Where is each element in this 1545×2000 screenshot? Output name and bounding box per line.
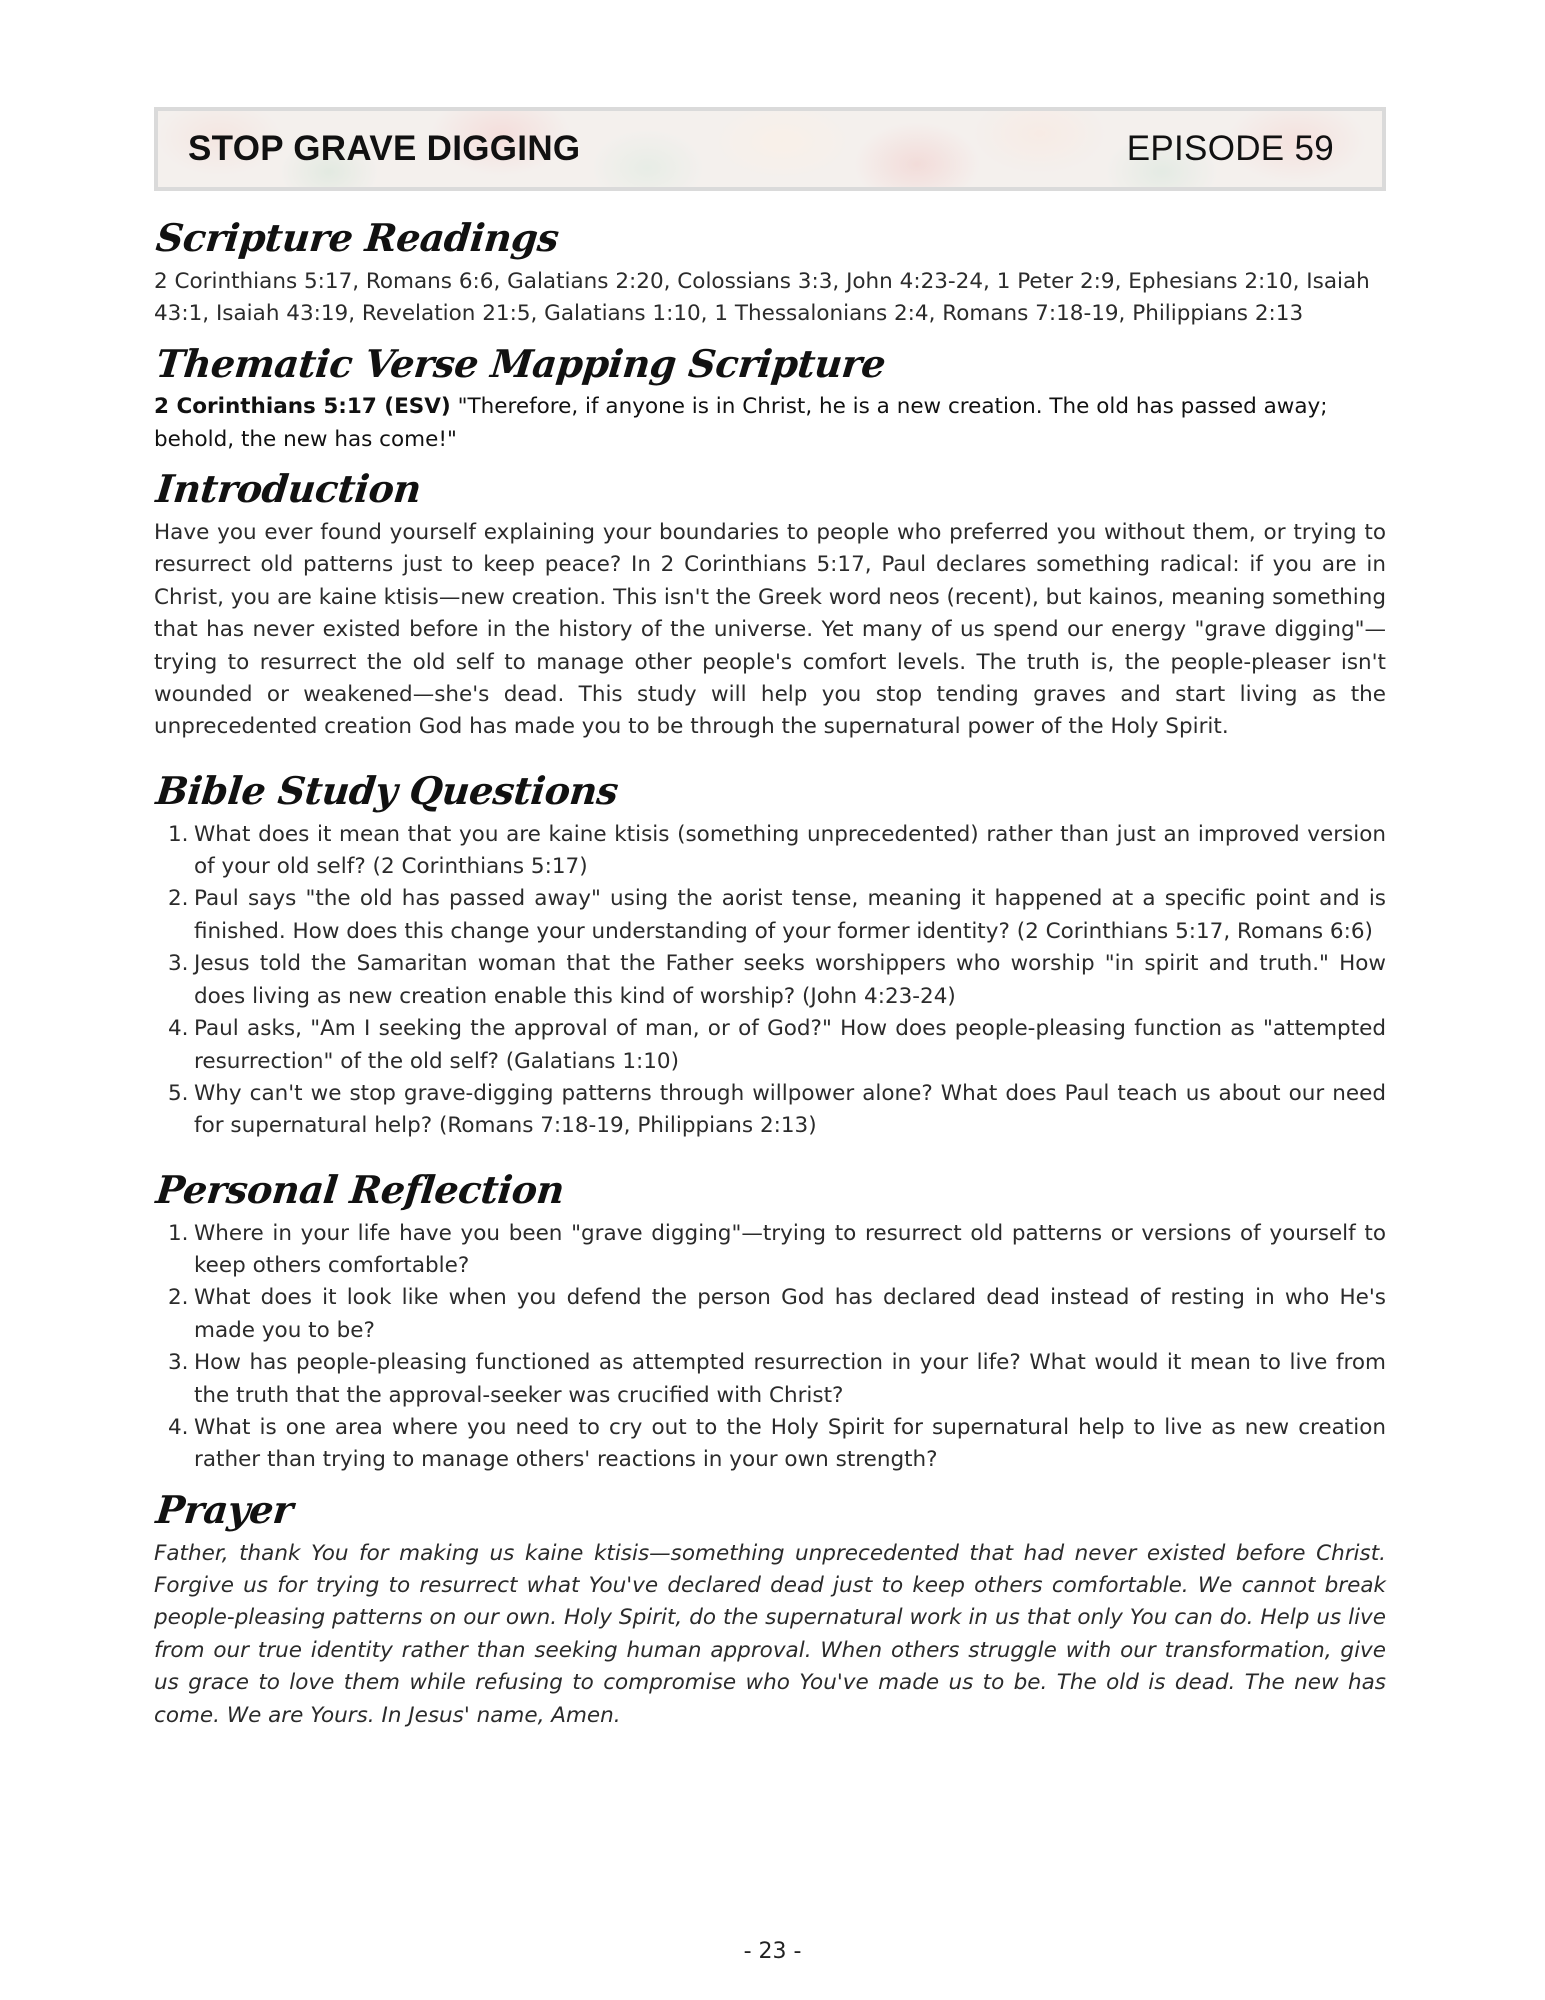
prayer-text: Father, thank You for making us kaine ktisis—something unprecedented that had never existed before Christ. Forgive us for trying to resurrect what You've declared dead just to keep others comfortable. We cannot break people-pleasing patterns on our own. Holy Spirit, do the supernatural work in us that only You can do. Help us live from our true identity rather than seeking human approval. When others struggle with our transformation, give us grace to love them while refusing to compromise who You've made us to be. The old is dead. The new has come. We are Yours. In Jesus' name, Amen. <box>154 1540 1386 1728</box>
list-item-number: 2. <box>168 1285 189 1311</box>
verse-reference: 2 Corinthians 5:17 (ESV) <box>154 394 451 420</box>
bible-study-questions-heading: Bible Study Questions <box>153 767 621 813</box>
list-item <box>154 1218 1386 1283</box>
introduction-text: Have you ever found yourself explaining your boundaries to people who preferred you without them, or trying to resurrect old patterns just to keep peace? In 2 Corinthians 5:17, Paul declares something radical: if you are in Christ, you are kaine ktisis—new creation. This isn't the Greek word neos (recent), but kainos, meaning something that has never existed before in the history of the universe. Yet many of us spend our energy "grave digging"—trying to resurrect the old self to manage other people's comfort levels. The truth is, the people-pleaser isn't wounded or weakened—she's dead. This study will help you stop tending graves and start living as the unprecedented creation God has made you to be through the supernatural power of the Holy Spirit. <box>154 520 1386 740</box>
list-item-text: What does it mean that you are kaine ktisis (something unprecedented) rather than just an improved version of your old self? (2 Corinthians 5:17) <box>194 821 1386 880</box>
personal-reflection-heading: Personal Reflection <box>153 1166 567 1212</box>
prayer-section <box>153 1486 1386 1732</box>
episode-label: EPISODE 59 <box>1126 129 1334 168</box>
list-item-number: 1. <box>168 821 189 847</box>
list-item <box>154 1412 1386 1477</box>
list-item-text: Why can't we stop grave-digging patterns through willpower alone? What does Paul teach us about our need for supernatural help? (Romans 7:18-19, Philippians 2:13) <box>194 1080 1386 1139</box>
list-item-text: What does it look like when you defend the person God has declared dead instead of resting in who He's made you to be? <box>194 1285 1386 1343</box>
document-page <box>154 107 1386 1732</box>
bible-study-questions-section <box>153 767 1386 1143</box>
list-item-number: 2. <box>168 886 189 912</box>
header-banner <box>154 107 1386 191</box>
list-item-number: 3. <box>168 1350 189 1376</box>
scripture-readings-heading: Scripture Readings <box>153 215 561 260</box>
document-title: STOP GRAVE DIGGING <box>188 129 581 168</box>
list-item-number: 4. <box>168 1414 189 1440</box>
list-item-text: Where in your life have you been "grave digging"—trying to resurrect old patterns or versions of yourself to keep others comfortable? <box>194 1220 1386 1278</box>
list-item-text: Jesus told the Samaritan woman that the Father seeks worshippers who worship "in spirit and truth." How does living as new creation enable this kind of worship? (John 4:23-24) <box>194 951 1386 1009</box>
list-item <box>154 1282 1386 1347</box>
list-item <box>154 1347 1386 1412</box>
list-item <box>154 1013 1386 1078</box>
list-item <box>154 948 1386 1013</box>
bible-study-questions-list <box>154 819 1386 1143</box>
thematic-verse-section <box>153 340 1386 457</box>
list-item-number: 3. <box>168 951 189 977</box>
list-item-number: 5. <box>168 1080 189 1106</box>
list-item-number: 4. <box>168 1016 189 1042</box>
prayer-heading: Prayer <box>153 1486 296 1532</box>
list-item-text: Paul asks, "Am I seeking the approval of man, or of God?" How does people-pleasing function as "attempted resurrection" of the old self? (Galatians 1:10) <box>194 1016 1386 1074</box>
personal-reflection-section <box>153 1166 1386 1477</box>
verse-text: "Therefore, if anyone is in Christ, he is a new creation. The old has passed away; behold, the new has come!" <box>154 394 1328 452</box>
list-item-text: How has people-pleasing functioned as attempted resurrection in your life? What would it mean to live from the truth that the approval-seeker was crucified with Christ? <box>194 1350 1386 1408</box>
scripture-readings-section <box>154 217 1386 331</box>
list-item <box>154 819 1386 884</box>
list-item-number: 1. <box>168 1220 189 1246</box>
introduction-heading: Introduction <box>153 466 424 512</box>
list-item <box>154 883 1386 948</box>
thematic-verse-paragraph <box>154 391 1386 456</box>
introduction-section <box>154 468 1386 744</box>
scripture-readings-text: 2 Corinthians 5:17, Romans 6:6, Galatians 2:20, Colossians 3:3, John 4:23-24, 1 Peter 2:9, Ephesians 2:10, Isaiah 43:1, Isaiah 43:19, Revelation 21:5, Galatians 1:10, 1 Thessalonians 2:4, Romans 7:18-19, Philippians 2:13 <box>154 268 1370 327</box>
personal-reflection-list <box>154 1218 1386 1477</box>
list-item <box>154 1078 1386 1143</box>
list-item-text: Paul says "the old has passed away" using the aorist tense, meaning it happened at a specific point and is finished. How does this change your understanding of your former identity? (2 Corinthians 5:17, Romans 6:6) <box>194 886 1386 944</box>
page-number: - 23 - <box>743 1939 802 1964</box>
list-item-text: What is one area where you need to cry out to the Holy Spirit for supernatural help to live as new creation rather than trying to manage others' reactions in your own strength? <box>194 1414 1386 1473</box>
thematic-verse-heading: Thematic Verse Mapping Scripture <box>153 340 888 386</box>
